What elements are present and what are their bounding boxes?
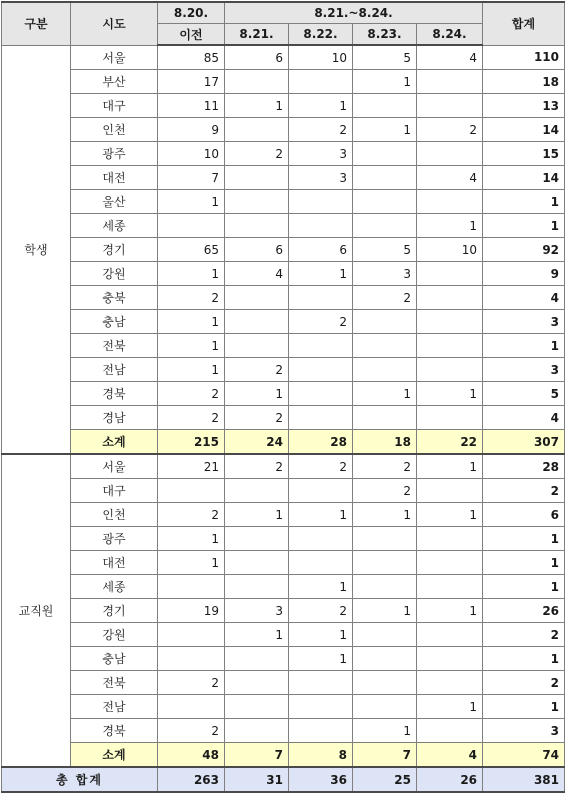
header-date-range: 8.21.~8.24. [225, 2, 483, 24]
subtotal-total: 74 [483, 743, 565, 768]
grand-total-day2: 36 [289, 767, 353, 792]
table-row [2, 358, 565, 382]
subtotal-total: 307 [483, 430, 565, 455]
region-cell: 대전 [71, 166, 158, 190]
subtotal-day3: 18 [353, 430, 417, 455]
before-cell: 17 [158, 70, 225, 94]
day1-cell [225, 719, 289, 743]
region-cell: 서울 [71, 454, 158, 479]
day1-cell [225, 527, 289, 551]
subtotal-day3: 7 [353, 743, 417, 768]
day1-cell: 2 [225, 142, 289, 166]
table-row [2, 454, 565, 479]
day1-cell [225, 479, 289, 503]
before-cell: 11 [158, 94, 225, 118]
grand-total-day4: 26 [417, 767, 483, 792]
table-row [2, 623, 565, 647]
day1-cell: 3 [225, 599, 289, 623]
region-cell: 경기 [71, 599, 158, 623]
total-cell: 1 [483, 527, 565, 551]
total-cell: 14 [483, 166, 565, 190]
total-cell: 2 [483, 671, 565, 695]
day1-cell: 6 [225, 238, 289, 262]
total-cell: 1 [483, 575, 565, 599]
day1-cell: 1 [225, 382, 289, 406]
day3-cell: 3 [353, 262, 417, 286]
day2-cell: 1 [289, 575, 353, 599]
total-cell: 1 [483, 551, 565, 575]
subtotal-day4: 4 [417, 743, 483, 768]
day1-cell: 6 [225, 45, 289, 70]
day4-cell: 1 [417, 214, 483, 238]
day1-cell [225, 118, 289, 142]
region-cell: 대구 [71, 479, 158, 503]
total-cell: 14 [483, 118, 565, 142]
day4-cell [417, 358, 483, 382]
region-cell: 부산 [71, 70, 158, 94]
students-subtotal-row [2, 430, 565, 455]
before-cell [158, 575, 225, 599]
day3-cell: 5 [353, 45, 417, 70]
header-total: 합계 [483, 2, 565, 45]
before-cell: 7 [158, 166, 225, 190]
total-cell: 4 [483, 286, 565, 310]
day1-cell: 4 [225, 262, 289, 286]
before-cell [158, 623, 225, 647]
grand-total-row [2, 767, 565, 792]
total-cell: 1 [483, 647, 565, 671]
day2-cell [289, 695, 353, 719]
day3-cell [353, 551, 417, 575]
region-cell: 인천 [71, 118, 158, 142]
subtotal-before: 48 [158, 743, 225, 768]
before-cell: 2 [158, 671, 225, 695]
total-cell: 110 [483, 45, 565, 70]
day4-cell [417, 190, 483, 214]
day2-cell [289, 406, 353, 430]
day1-cell [225, 695, 289, 719]
day2-cell [289, 479, 353, 503]
day2-cell: 3 [289, 142, 353, 166]
day3-cell [353, 94, 417, 118]
before-cell: 65 [158, 238, 225, 262]
before-cell: 2 [158, 406, 225, 430]
before-cell [158, 214, 225, 238]
day2-cell: 2 [289, 454, 353, 479]
table-row [2, 190, 565, 214]
day3-cell [353, 166, 417, 190]
day1-cell [225, 166, 289, 190]
before-cell: 2 [158, 719, 225, 743]
total-cell: 13 [483, 94, 565, 118]
day2-cell [289, 190, 353, 214]
day4-cell [417, 286, 483, 310]
table-row [2, 551, 565, 575]
total-cell: 1 [483, 695, 565, 719]
before-cell: 9 [158, 118, 225, 142]
day1-cell [225, 286, 289, 310]
before-cell: 1 [158, 262, 225, 286]
subtotal-label: 소계 [71, 743, 158, 768]
day4-cell: 4 [417, 45, 483, 70]
before-cell: 1 [158, 310, 225, 334]
total-cell: 9 [483, 262, 565, 286]
total-cell: 5 [483, 382, 565, 406]
day1-cell [225, 671, 289, 695]
before-cell: 2 [158, 286, 225, 310]
day3-cell [353, 647, 417, 671]
day2-cell [289, 382, 353, 406]
header-day-1: 8.21. [225, 24, 289, 46]
header-day-4: 8.24. [417, 24, 483, 46]
total-cell: 15 [483, 142, 565, 166]
day3-cell: 1 [353, 719, 417, 743]
region-cell: 광주 [71, 142, 158, 166]
day4-cell [417, 334, 483, 358]
before-cell [158, 479, 225, 503]
day4-cell: 4 [417, 166, 483, 190]
region-cell: 서울 [71, 45, 158, 70]
day2-cell: 2 [289, 310, 353, 334]
day2-cell: 1 [289, 647, 353, 671]
before-cell: 2 [158, 503, 225, 527]
day4-cell [417, 94, 483, 118]
grand-total-label: 총 합계 [2, 767, 158, 792]
header-day-3: 8.23. [353, 24, 417, 46]
before-cell: 1 [158, 334, 225, 358]
table-row [2, 262, 565, 286]
before-cell: 1 [158, 358, 225, 382]
day4-cell: 2 [417, 118, 483, 142]
day4-cell [417, 623, 483, 647]
region-cell: 전북 [71, 334, 158, 358]
before-cell: 1 [158, 190, 225, 214]
total-cell: 2 [483, 479, 565, 503]
table-row [2, 406, 565, 430]
before-cell: 1 [158, 527, 225, 551]
region-cell: 인천 [71, 503, 158, 527]
day4-cell: 1 [417, 454, 483, 479]
table-row [2, 671, 565, 695]
day1-cell [225, 70, 289, 94]
day4-cell: 1 [417, 599, 483, 623]
header-region: 시도 [71, 2, 158, 45]
before-cell: 10 [158, 142, 225, 166]
day3-cell [353, 214, 417, 238]
staff-category-label: 교직원 [2, 454, 71, 767]
region-cell: 경기 [71, 238, 158, 262]
day4-cell [417, 575, 483, 599]
before-cell: 85 [158, 45, 225, 70]
day2-cell: 2 [289, 599, 353, 623]
day3-cell [353, 527, 417, 551]
header-day-2: 8.22. [289, 24, 353, 46]
day2-cell [289, 70, 353, 94]
day4-cell [417, 671, 483, 695]
day2-cell [289, 719, 353, 743]
region-cell: 광주 [71, 527, 158, 551]
day3-cell [353, 671, 417, 695]
day1-cell [225, 190, 289, 214]
table-row [2, 214, 565, 238]
staff-subtotal-row [2, 743, 565, 768]
day4-cell [417, 479, 483, 503]
day3-cell [353, 575, 417, 599]
table-row [2, 94, 565, 118]
subtotal-day2: 8 [289, 743, 353, 768]
total-cell: 92 [483, 238, 565, 262]
before-cell: 19 [158, 599, 225, 623]
day1-cell: 2 [225, 406, 289, 430]
day1-cell [225, 575, 289, 599]
day2-cell [289, 214, 353, 238]
day2-cell: 1 [289, 94, 353, 118]
table-row [2, 118, 565, 142]
day1-cell: 1 [225, 94, 289, 118]
region-cell: 세종 [71, 575, 158, 599]
before-cell: 21 [158, 454, 225, 479]
region-cell: 전남 [71, 358, 158, 382]
table-row [2, 479, 565, 503]
total-cell: 3 [483, 310, 565, 334]
table-row [2, 142, 565, 166]
day3-cell [353, 142, 417, 166]
day4-cell [417, 70, 483, 94]
table-row [2, 575, 565, 599]
table-row [2, 503, 565, 527]
day4-cell [417, 551, 483, 575]
day1-cell: 1 [225, 623, 289, 647]
header-before-date: 8.20. [158, 2, 225, 24]
table-row [2, 286, 565, 310]
table-row [2, 599, 565, 623]
before-cell: 2 [158, 382, 225, 406]
header-category: 구분 [2, 2, 71, 45]
region-cell: 울산 [71, 190, 158, 214]
table-row [2, 70, 565, 94]
grand-total-total: 381 [483, 767, 565, 792]
before-cell [158, 695, 225, 719]
day4-cell [417, 527, 483, 551]
subtotal-before: 215 [158, 430, 225, 455]
day1-cell [225, 334, 289, 358]
total-cell: 2 [483, 623, 565, 647]
day2-cell: 1 [289, 503, 353, 527]
region-cell: 충남 [71, 647, 158, 671]
before-cell [158, 647, 225, 671]
before-cell: 1 [158, 551, 225, 575]
region-cell: 전북 [71, 671, 158, 695]
day4-cell [417, 647, 483, 671]
day3-cell [353, 358, 417, 382]
day3-cell [353, 623, 417, 647]
day1-cell [225, 310, 289, 334]
day2-cell [289, 358, 353, 382]
day4-cell: 10 [417, 238, 483, 262]
day1-cell [225, 551, 289, 575]
region-cell: 강원 [71, 262, 158, 286]
table-row [2, 334, 565, 358]
table-row [2, 719, 565, 743]
day1-cell [225, 214, 289, 238]
region-cell: 대전 [71, 551, 158, 575]
day3-cell [353, 310, 417, 334]
region-cell: 전남 [71, 695, 158, 719]
region-cell: 충북 [71, 286, 158, 310]
subtotal-day1: 24 [225, 430, 289, 455]
day2-cell: 1 [289, 262, 353, 286]
table-row [2, 238, 565, 262]
subtotal-day1: 7 [225, 743, 289, 768]
total-cell: 18 [483, 70, 565, 94]
students-category-label: 학생 [2, 45, 71, 454]
table-row [2, 310, 565, 334]
day2-cell [289, 671, 353, 695]
subtotal-day2: 28 [289, 430, 353, 455]
grand-total-day3: 25 [353, 767, 417, 792]
day1-cell: 1 [225, 503, 289, 527]
grand-total-before: 263 [158, 767, 225, 792]
total-cell: 3 [483, 358, 565, 382]
region-cell: 경남 [71, 406, 158, 430]
day4-cell [417, 142, 483, 166]
day3-cell: 5 [353, 238, 417, 262]
day2-cell: 1 [289, 623, 353, 647]
grand-total-day1: 31 [225, 767, 289, 792]
subtotal-day4: 22 [417, 430, 483, 455]
total-cell: 1 [483, 214, 565, 238]
day3-cell [353, 406, 417, 430]
subtotal-label: 소계 [71, 430, 158, 455]
day2-cell [289, 334, 353, 358]
day4-cell: 1 [417, 382, 483, 406]
region-cell: 충남 [71, 310, 158, 334]
day3-cell: 1 [353, 382, 417, 406]
day4-cell [417, 406, 483, 430]
day4-cell: 1 [417, 503, 483, 527]
total-cell: 28 [483, 454, 565, 479]
total-cell: 3 [483, 719, 565, 743]
table-row [2, 695, 565, 719]
day3-cell: 2 [353, 479, 417, 503]
region-cell: 경북 [71, 719, 158, 743]
day3-cell: 2 [353, 286, 417, 310]
day2-cell [289, 551, 353, 575]
day3-cell: 1 [353, 599, 417, 623]
table-row [2, 382, 565, 406]
total-cell: 1 [483, 334, 565, 358]
region-cell: 세종 [71, 214, 158, 238]
region-cell: 경북 [71, 382, 158, 406]
day2-cell: 10 [289, 45, 353, 70]
day4-cell [417, 310, 483, 334]
day2-cell: 3 [289, 166, 353, 190]
header-row-top [2, 2, 565, 24]
day3-cell [353, 190, 417, 214]
total-cell: 26 [483, 599, 565, 623]
day3-cell: 2 [353, 454, 417, 479]
header-before-label: 이전 [158, 24, 225, 46]
day1-cell [225, 647, 289, 671]
day3-cell: 1 [353, 118, 417, 142]
region-cell: 강원 [71, 623, 158, 647]
total-cell: 1 [483, 190, 565, 214]
total-cell: 6 [483, 503, 565, 527]
table-row [2, 45, 565, 70]
day2-cell [289, 527, 353, 551]
table-row [2, 527, 565, 551]
day2-cell [289, 286, 353, 310]
table-row [2, 647, 565, 671]
table-row [2, 166, 565, 190]
day3-cell [353, 334, 417, 358]
cases-by-region-table [1, 1, 565, 793]
day2-cell: 2 [289, 118, 353, 142]
day3-cell: 1 [353, 70, 417, 94]
day4-cell [417, 719, 483, 743]
day3-cell: 1 [353, 503, 417, 527]
day1-cell: 2 [225, 358, 289, 382]
day3-cell [353, 695, 417, 719]
day4-cell: 1 [417, 695, 483, 719]
region-cell: 대구 [71, 94, 158, 118]
day2-cell: 6 [289, 238, 353, 262]
total-cell: 4 [483, 406, 565, 430]
day4-cell [417, 262, 483, 286]
day1-cell: 2 [225, 454, 289, 479]
